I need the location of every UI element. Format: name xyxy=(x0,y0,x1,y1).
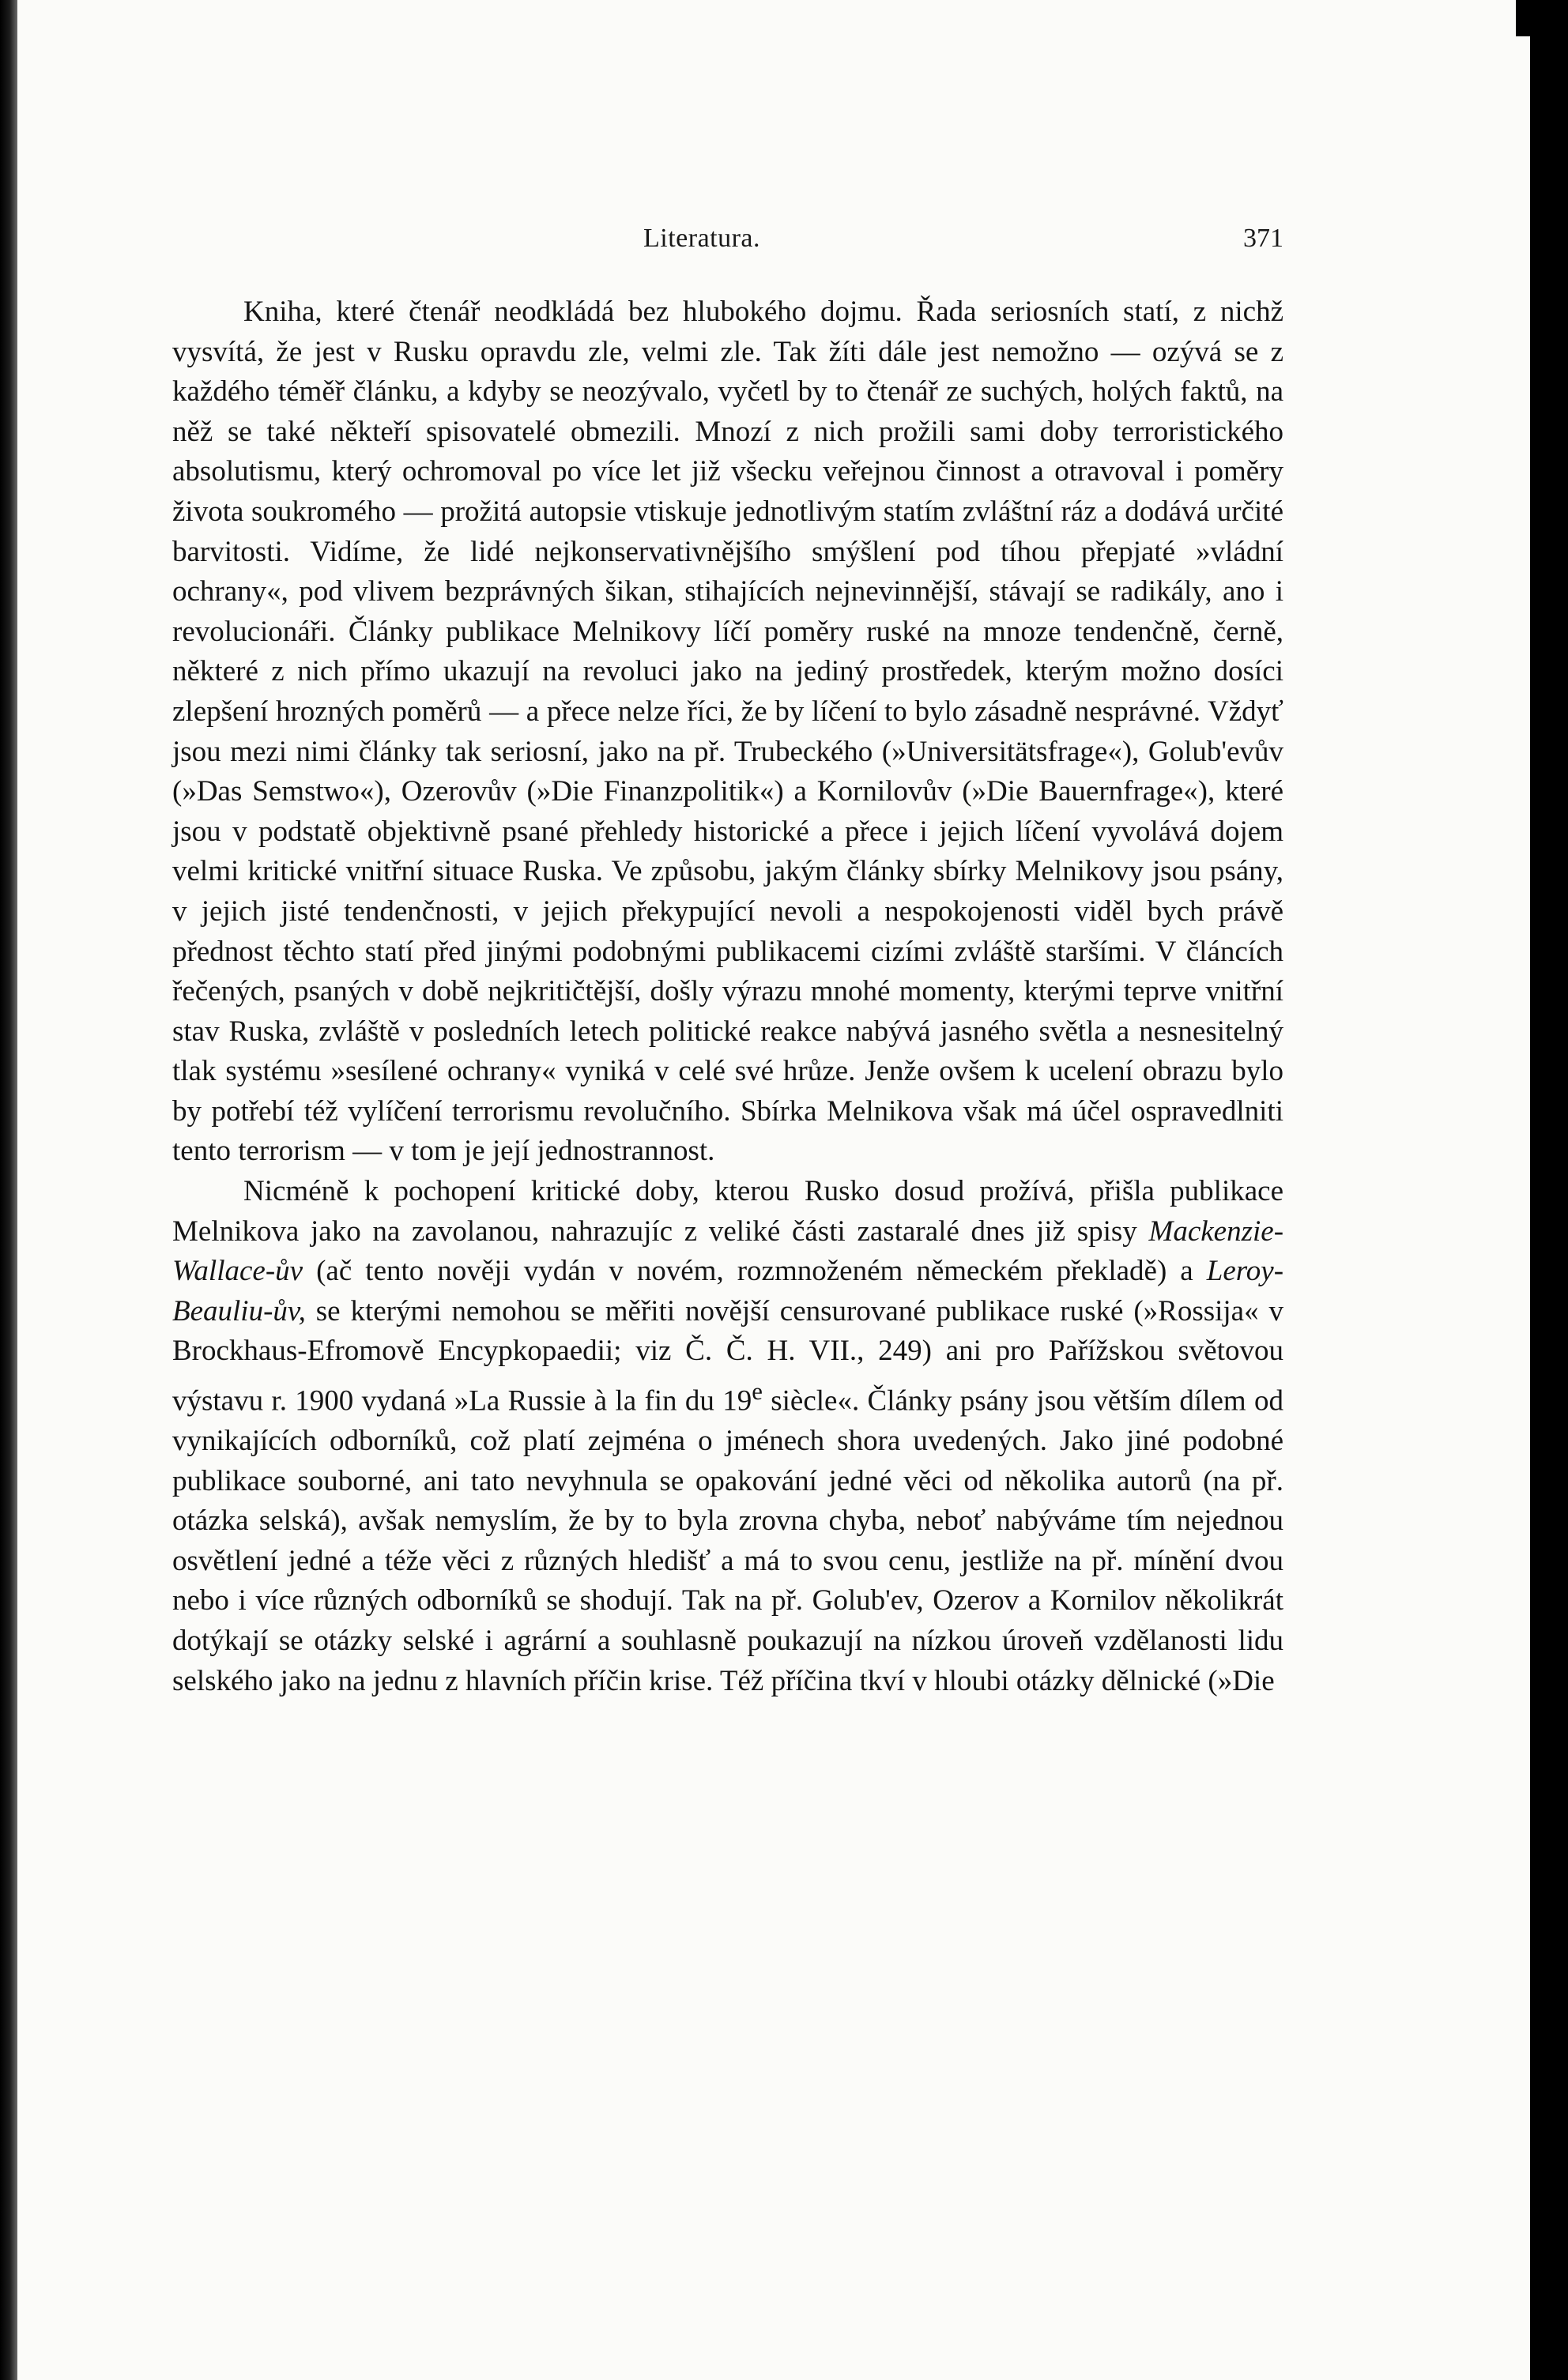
running-header xyxy=(172,224,1283,258)
scan-corner-mark xyxy=(1516,0,1530,36)
header-title: Literatura. xyxy=(643,224,761,253)
paragraph-2-text-a: Nicméně k pochopení kritické doby, kterou Rusko dosud prožívá, přišla publikace Melnikova jako na zavolanou, nahrazujíc z veliké části zastaralé dnes již spisy xyxy=(172,1175,1283,1248)
paragraph-2 xyxy=(172,1172,1283,1701)
page-number: 371 xyxy=(1243,224,1283,253)
binding-edge-shadow xyxy=(0,0,17,2380)
scan-right-border xyxy=(1530,0,1568,2380)
superscript-century-e: e xyxy=(752,1378,763,1406)
paragraph-2-text-c: se kterými nemohou se měřiti novější censurované publikace ruské (»Rossija« v Brockhaus-Efromově Encypkopaedii; viz Č. Č. H. VII., 249) ani pro Pařížskou světovou výstavu r. 1900 vydaná »La Russie à la fin du 19 xyxy=(172,1294,1284,1418)
italic-author-mackenzie-wallace: Mackenzie-Wallace-ův xyxy=(172,1214,1284,1288)
paragraph-1: Kniha, které čtenář neodkládá bez hlubokého dojmu. Řada seriosních statí, z nichž vysvítá, že jest v Rusku opravdu zle, velmi zle. Tak žíti dále jest nemožno — ozývá se z každého téměř článku, a kdyby se neozývalo, vyčetl by to čtenář ze suchých, holých faktů, na něž se také někteří spisovatelé obmezili. Mnozí z nich prožili sami doby terroristického absolutismu, který ochromoval po více let již všecku veřejnou činnost a otravoval i poměry života soukromého — prožitá autopsie vtiskuje jednotlivým statím zvláštní ráz a dodává určité barvitosti. Vidíme, že lidé nejkonservativnějšího smýšlení pod tíhou přepjaté »vládní ochrany«, pod vlivem bezprávných šikan, stihajících nejnevinnější, stávají se radikály, ano i revolucionáři. Články publikace Melnikovy líčí poměry ruské na mnoze tendenčně, černě, některé z nich přímo ukazují na revoluci jako na jediný prostředek, kterým možno dosíci zlepšení hrozných poměrů — a přece nelze říci, že by líčení to bylo zásadně nesprávné. Vždyť jsou mezi nimi články tak seriosní, jako na př. Trubeckého (»Universitätsfrage«), Golub'evův (»Das Semstwo«), Ozerovův (»Die Finanzpolitik«) a Kornilovův (»Die Bauernfrage«), které jsou v podstatě objektivně psané přehledy historické a přece i jejich líčení vyvolává dojem velmi kritické vnitřní situace Ruska. Ve způsobu, jakým články sbírky Melnikovy jsou psány, v jejich jisté tendenčnosti, v jejich překypující nevoli a nespokojenosti viděl bych právě přednost těchto statí před jinými podobnými publikacemi cizími zvláště staršími. V článcích řečených, psaných v době nejkritičtější, došly výrazu mnohé momenty, kterými teprve vnitřní stav Ruska, zvláště v posledních letech politické reakce nabývá jasného světla a nesnesitelný tlak systému »sesílené ochrany« vyniká v celé své hrůze. Jenže ovšem k ucelení obrazu bylo by potřebí též vylíčení terrorismu revolučního. Sbírka Melnikova však má účel ospravedlniti tento terrorism — v tom je její jednostrannost. xyxy=(172,296,1283,1168)
italic-author-leroy-beaulieu: Leroy-Beauliu-ův, xyxy=(172,1255,1284,1327)
paragraph-2-text-d: siècle«. Články psány jsou větším dílem od vynikajících odborníků, což platí zejména o jménech shora uvedených. Jako jiné podobné publikace souborné, ani tato nevyhnula se opakování jedné věci od několika autorů (na př. otázka selská), avšak nemyslím, že by to byla zrovna chyba, neboť nabýváme tím nejednou osvětlení jedné a téže věci z různých hledišť a má to svou cenu, jestliže na př. mínění dvou nebo i více různých odborníků se shodují. Tak na př. Golub'ev, Ozerov a Kornilov několikrát dotýkají se otázky selské i agrární a souhlasně poukazují na nízkou úroveň vzdělanosti lidu selského jako na jednu z hlavních příčin krise. Též příčina tkví v hloubi otázky dělnické (»Die xyxy=(172,1384,1284,1697)
body-text xyxy=(172,292,1283,1701)
paragraph-2-text-b: (ač tento nověji vydán v novém, rozmnoženém německém překladě) a xyxy=(316,1255,1193,1288)
